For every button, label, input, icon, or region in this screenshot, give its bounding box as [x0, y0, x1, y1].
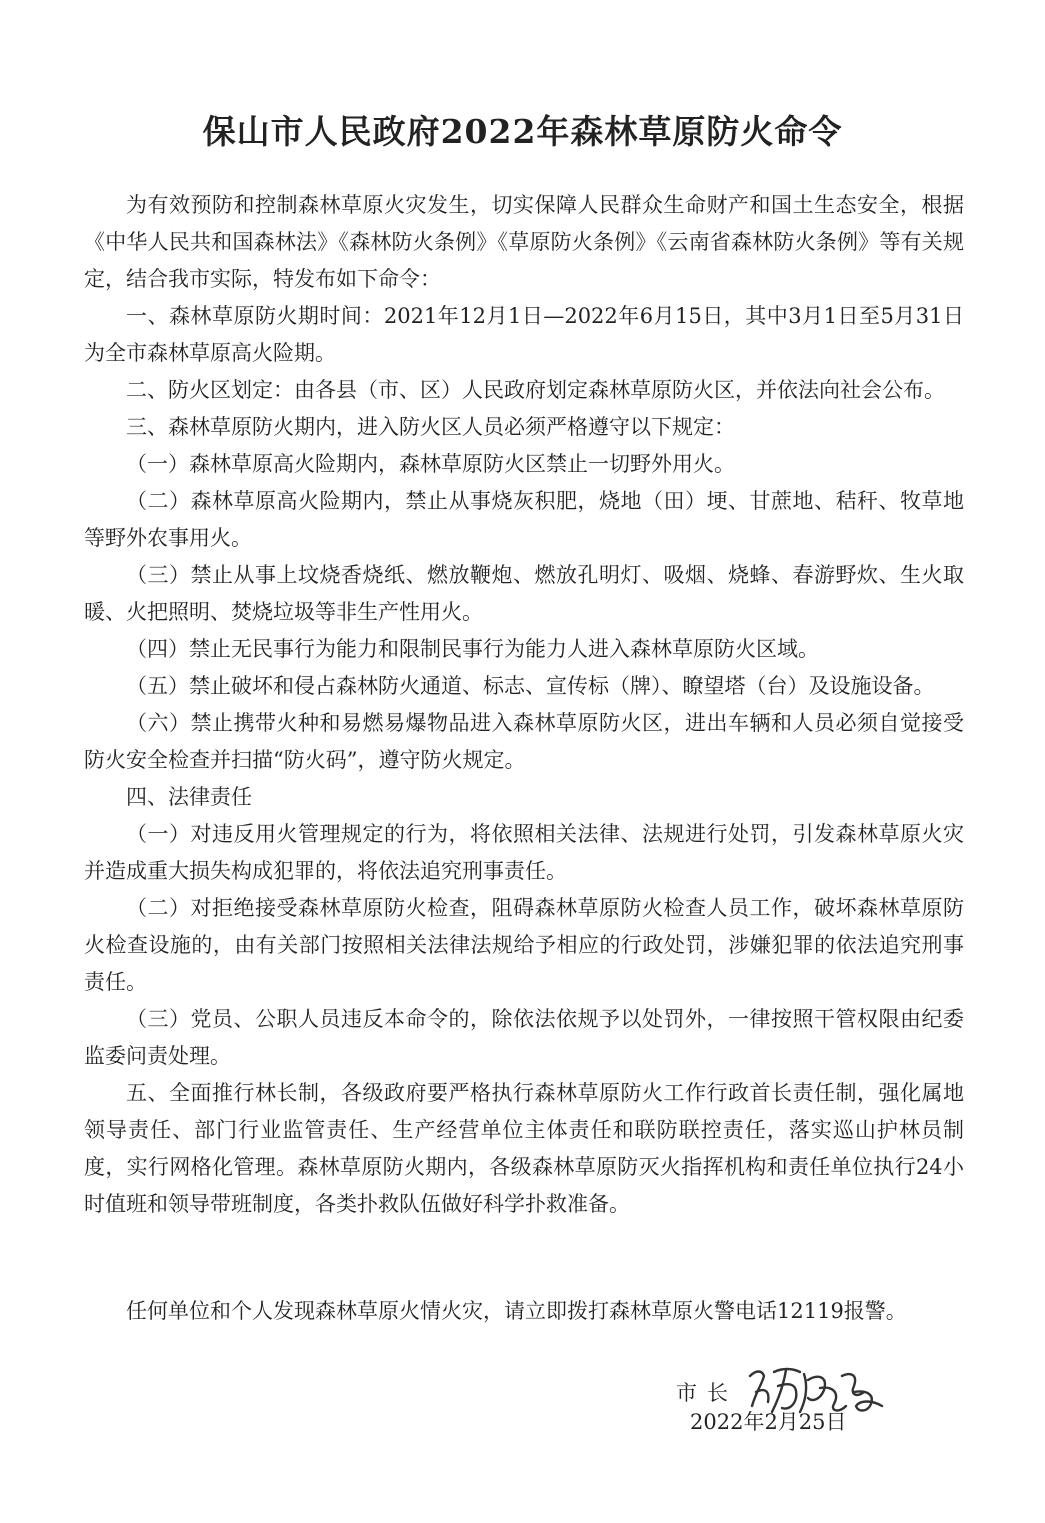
intro-paragraph: 为有效预防和控制森林草原火灾发生，切实保障人民群众生命财产和国土生态安全，根据《中华人民共和国森林法》《森林防火条例》《草原防火条例》《云南省森林防火条例》等有关规定，结合我市实际，特发布如下命令：	[84, 193, 964, 291]
section-2-fire-zone: 二、防火区划定：由各县（市、区）人民政府划定森林草原防火区，并依法向社会公布。	[126, 378, 945, 402]
section-3-heading: 三、森林草原防火期内，进入防火区人员必须严格遵守以下规定：	[126, 415, 735, 439]
section-4-heading: 四、法律责任	[126, 785, 252, 809]
document-title: 保山市人民政府2022年森林草原防火命令	[202, 112, 843, 151]
section-3-rule-6: （六）禁止携带火种和易燃易爆物品进入森林草原防火区，进出车辆和人员必须自觉接受防火安全检查并扫描“防火码”，遵守防火规定。	[84, 711, 964, 772]
section-1-fire-period: 一、森林草原防火期时间：2021年12月1日—2022年6月15日，其中3月1日至5月31日为全市森林草原高火险期。	[84, 304, 964, 365]
section-3-rule-1: （一）森林草原高火险期内，森林草原防火区禁止一切野外用火。	[126, 452, 735, 476]
section-4-liability-3: （三）党员、公职人员违反本命令的，除依法依规予以处罚外，一律按照干管权限由纪委监委问责处理。	[84, 1007, 964, 1068]
fire-alert-notice: 任何单位和个人发现森林草原火情火灾，请立即拨打森林草原火警电话12119报警。	[126, 1299, 907, 1323]
section-3-rule-3: （三）禁止从事上坟烧香烧纸、燃放鞭炮、燃放孔明灯、吸烟、烧蜂、春游野炊、生火取暖、火把照明、焚烧垃圾等非生产性用火。	[84, 563, 964, 624]
signer-title: 市长	[676, 1381, 738, 1405]
document-body	[84, 187, 964, 1223]
section-3-rule-5: （五）禁止破坏和侵占森林防火通道、标志、宣传标（牌）、瞭望塔（台）及设施设备。	[126, 674, 935, 698]
section-4-liability-2: （二）对拒绝接受森林草原防火检查，阻碍森林草原防火检查人员工作，破坏森林草原防火检查设施的，由有关部门按照相关法律法规给予相应的行政处罚，涉嫌犯罪的依法追究刑事责任。	[84, 896, 964, 994]
section-4-liability-1: （一）对违反用火管理规定的行为，将依照相关法律、法规进行处罚，引发森林草原火灾并造成重大损失构成犯罪的，将依法追究刑事责任。	[84, 822, 964, 883]
section-3-rule-4: （四）禁止无民事行为能力和限制民事行为能力人进入森林草原防火区域。	[126, 637, 819, 661]
section-3-rule-2: （二）森林草原高火险期内，禁止从事烧灰积肥，烧地（田）埂、甘蔗地、秸秆、牧草地等野外农事用火。	[84, 489, 964, 550]
section-5-forest-chief: 五、全面推行林长制，各级政府要严格执行森林草原防火工作行政首长责任制，强化属地领导责任、部门行业监管责任、生产经营单位主体责任和联防联控责任，落实巡山护林员制度，实行网格化管理。森林草原防火期内，各级森林草原防灭火指挥机构和责任单位执行24小时值班和领导带班制度，各类扑救队伍做好科学扑救准备。	[84, 1081, 964, 1216]
signing-date: 2022年2月25日	[690, 1410, 847, 1434]
